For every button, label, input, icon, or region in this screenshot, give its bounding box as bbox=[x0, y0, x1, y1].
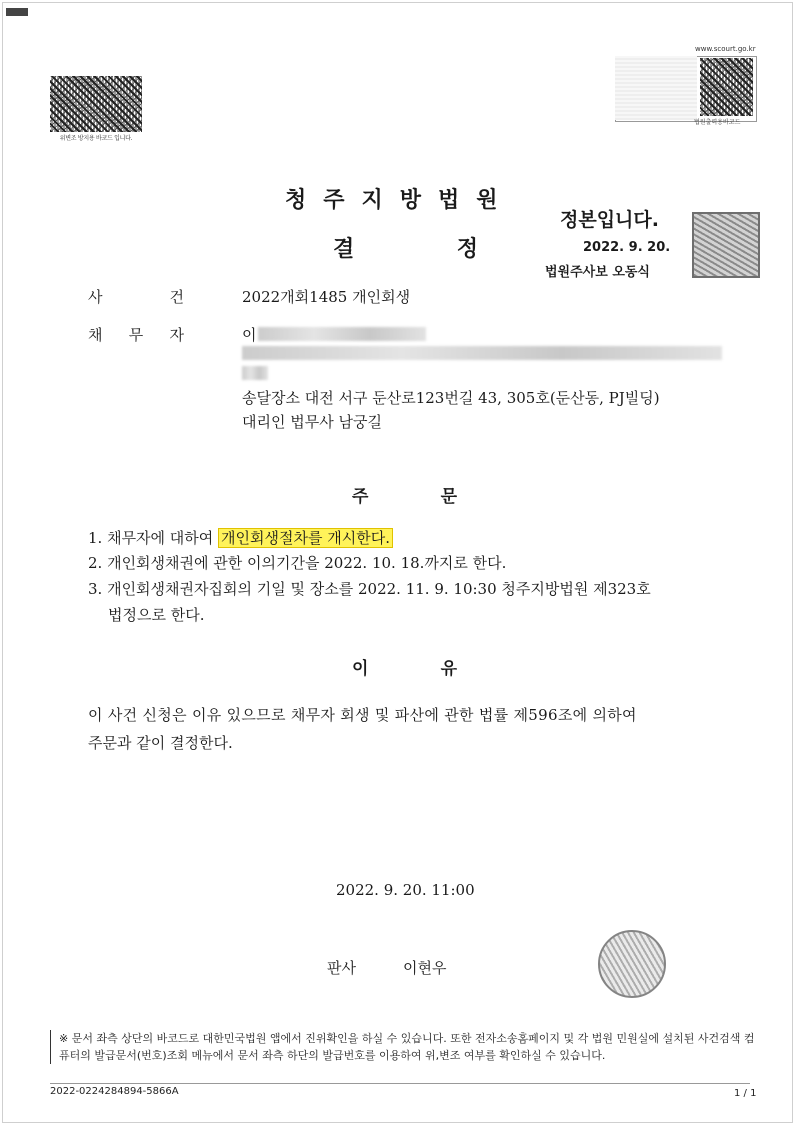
redacted-debtor-name bbox=[258, 327, 426, 341]
case-label-char: 건 bbox=[169, 288, 184, 306]
judge-label: 판사 bbox=[327, 959, 356, 977]
case-number: 2022개회1485 개인회생 bbox=[242, 288, 411, 306]
reason-line-1: 이 사건 신청은 이유 있으므로 채무자 회생 및 파산에 관한 법률 제596조에 의하여 bbox=[88, 706, 637, 724]
reason-heading bbox=[352, 654, 457, 679]
order-heading-char: 문 bbox=[440, 487, 457, 507]
debtor-label bbox=[88, 324, 184, 345]
court-name: 청주지방법원 bbox=[285, 188, 515, 213]
document-title bbox=[333, 232, 478, 263]
order-heading-char: 주 bbox=[352, 487, 369, 507]
barcode-right-blank bbox=[615, 56, 697, 120]
order-item-2: 2. 개인회생채권에 관한 이의기간을 2022. 10. 18.까지로 한다. bbox=[88, 554, 507, 572]
legal-agent: 대리인 법무사 남궁길 bbox=[242, 413, 382, 431]
case-label bbox=[88, 286, 184, 307]
redacted-debtor-address-cont bbox=[242, 366, 268, 380]
verification-barcode-right bbox=[700, 58, 753, 116]
barcode-left-caption: 위변조 방지용 바코드 입니다. bbox=[59, 135, 133, 142]
verification-notice: ※ 문서 좌측 상단의 바코드로 대한민국법원 앱에서 진위확인을 하실 수 있습니다. 또한 전자소송홈페이지 및 각 법원 민원실에 설치된 사건검색 컴퓨터의 발급문서(번호)조회 메뉴에서 문서 좌측 하단의 발급번호를 이용하여 위,변조 여부를 확인하실 수 있습니다. bbox=[50, 1030, 759, 1064]
case-label-char: 사 bbox=[88, 288, 103, 306]
footer-divider bbox=[50, 1083, 750, 1084]
debtor-label-char: 무 bbox=[128, 326, 144, 344]
reason-heading-char: 이 bbox=[352, 659, 369, 679]
page-count: 1 / 1 bbox=[734, 1088, 757, 1099]
judge-seal-stamp bbox=[598, 930, 666, 998]
doc-title-char: 정 bbox=[456, 237, 478, 262]
order-item-1-prefix: 1. 채무자에 대하여 bbox=[88, 529, 219, 547]
barcode-right-caption: 법원출력용바코드 bbox=[694, 119, 741, 126]
certification-officer: 법원주사보 오동식 bbox=[545, 265, 650, 280]
redacted-debtor-address bbox=[242, 346, 722, 360]
certification-title: 정본입니다. bbox=[560, 209, 659, 231]
order-item-3-cont: 법정으로 한다. bbox=[108, 606, 205, 624]
debtor-label-char: 자 bbox=[169, 326, 184, 344]
corner-mark bbox=[6, 8, 28, 16]
debtor-label-char: 채 bbox=[88, 326, 103, 344]
court-seal-stamp bbox=[692, 212, 760, 278]
doc-title-char: 결 bbox=[333, 237, 355, 262]
certification-date: 2022. 9. 20. bbox=[583, 240, 671, 255]
decision-date: 2022. 9. 20. 11:00 bbox=[336, 881, 475, 899]
reason-line-2: 주문과 같이 결정한다. bbox=[88, 734, 233, 752]
delivery-address: 송달장소 대전 서구 둔산로123번길 43, 305호(둔산동, PJ빌딩) bbox=[242, 389, 660, 407]
judge-name: 이현우 bbox=[403, 959, 447, 977]
verification-barcode-left bbox=[50, 76, 142, 132]
court-url: www.scourt.go.kr bbox=[695, 45, 756, 53]
debtor-surname: 이 bbox=[242, 326, 257, 344]
reason-heading-char: 유 bbox=[440, 659, 457, 679]
order-item-1 bbox=[88, 527, 393, 548]
issue-number: 2022-0224284894-5866A bbox=[50, 1086, 179, 1097]
order-heading bbox=[352, 482, 457, 507]
order-item-3: 3. 개인회생채권자집회의 기일 및 장소를 2022. 11. 9. 10:30 청주지방법원 제323호 bbox=[88, 580, 651, 598]
highlighted-order: 개인회생절차를 개시한다. bbox=[218, 528, 393, 548]
